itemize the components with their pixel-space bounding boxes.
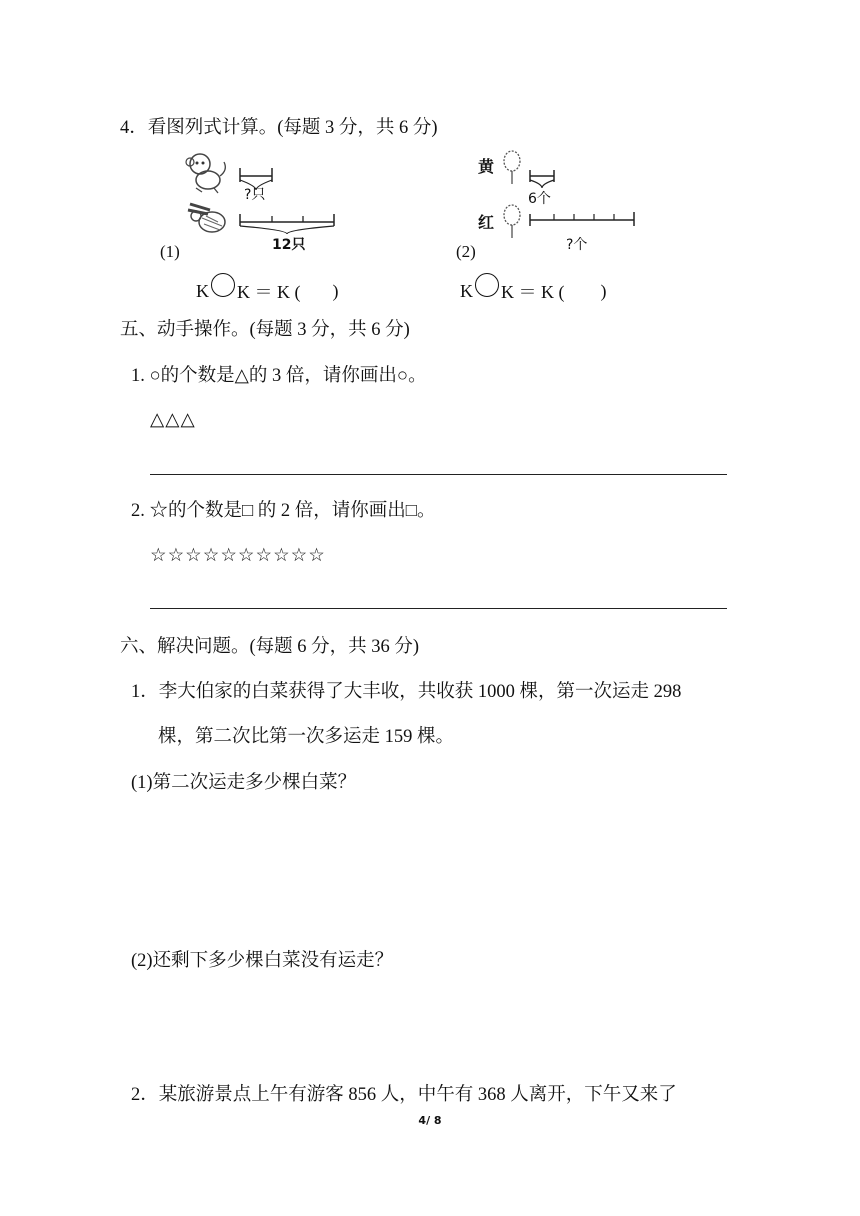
- problem-1-sub1: (1)第二次运走多少棵白菜？: [131, 773, 357, 793]
- answer-line[interactable]: [150, 474, 727, 475]
- section-5-q1: 1. ○的个数是△的 3 倍，请你画出○。: [131, 366, 427, 386]
- section-5-q2: 2. ☆的个数是□ 的 2 倍，请你画出□。: [131, 501, 436, 521]
- fig1-top-label: ?只: [244, 187, 266, 203]
- problem-2-line1: 2．某旅游景点上午有游客 856 人，中午有 368 人离开，下午又来了: [131, 1085, 677, 1105]
- formula-part: ): [600, 280, 607, 301]
- fig2-number: (2): [456, 242, 476, 261]
- formula-part: K: [196, 280, 209, 301]
- fig2-formula: [460, 278, 607, 304]
- stars: ☆☆☆☆☆☆☆☆☆☆: [150, 546, 326, 566]
- fig1-bottom-label: 12只: [272, 237, 306, 253]
- formula-part: K ＝ K (: [237, 282, 301, 302]
- formula-part: K: [460, 280, 473, 301]
- operator-circle[interactable]: [211, 273, 235, 297]
- formula-part: K ＝ K (: [501, 282, 565, 302]
- triangles: △△△: [150, 410, 196, 430]
- fig2-top-name: 黄: [478, 157, 495, 176]
- formula-part: ): [332, 280, 339, 301]
- problem-1-line1: 1．李大伯家的白菜获得了大丰收，共收获 1000 棵，第一次运走 298: [131, 682, 682, 702]
- fig1-formula: [196, 278, 339, 304]
- question-4-title: 4．看图列式计算。(每题 3 分，共 6 分): [120, 118, 438, 138]
- operator-circle[interactable]: [475, 273, 499, 297]
- monkey-icon: [184, 150, 228, 194]
- red-balloon-icon: [502, 204, 522, 240]
- section-6-title: 六、解决问题。(每题 6 分，共 36 分): [120, 637, 420, 657]
- fig2-bottom-name: 红: [478, 213, 495, 232]
- answer-line[interactable]: [150, 608, 727, 609]
- fig1-number: (1): [160, 242, 180, 261]
- section-5-title: 五、动手操作。(每题 3 分，共 6 分): [120, 320, 410, 340]
- problem-1-sub2: (2)还剩下多少棵白菜没有运走？: [131, 951, 394, 971]
- fig2-top-label: 6个: [528, 191, 551, 207]
- fig2-bottom-label: ?个: [566, 237, 588, 253]
- yellow-balloon-icon: [502, 150, 522, 186]
- rabbit-icon: [184, 196, 230, 236]
- page-number: 4/ 8: [418, 1114, 442, 1127]
- problem-1-line2: 棵，第二次比第一次多运走 159 棵。: [158, 727, 455, 747]
